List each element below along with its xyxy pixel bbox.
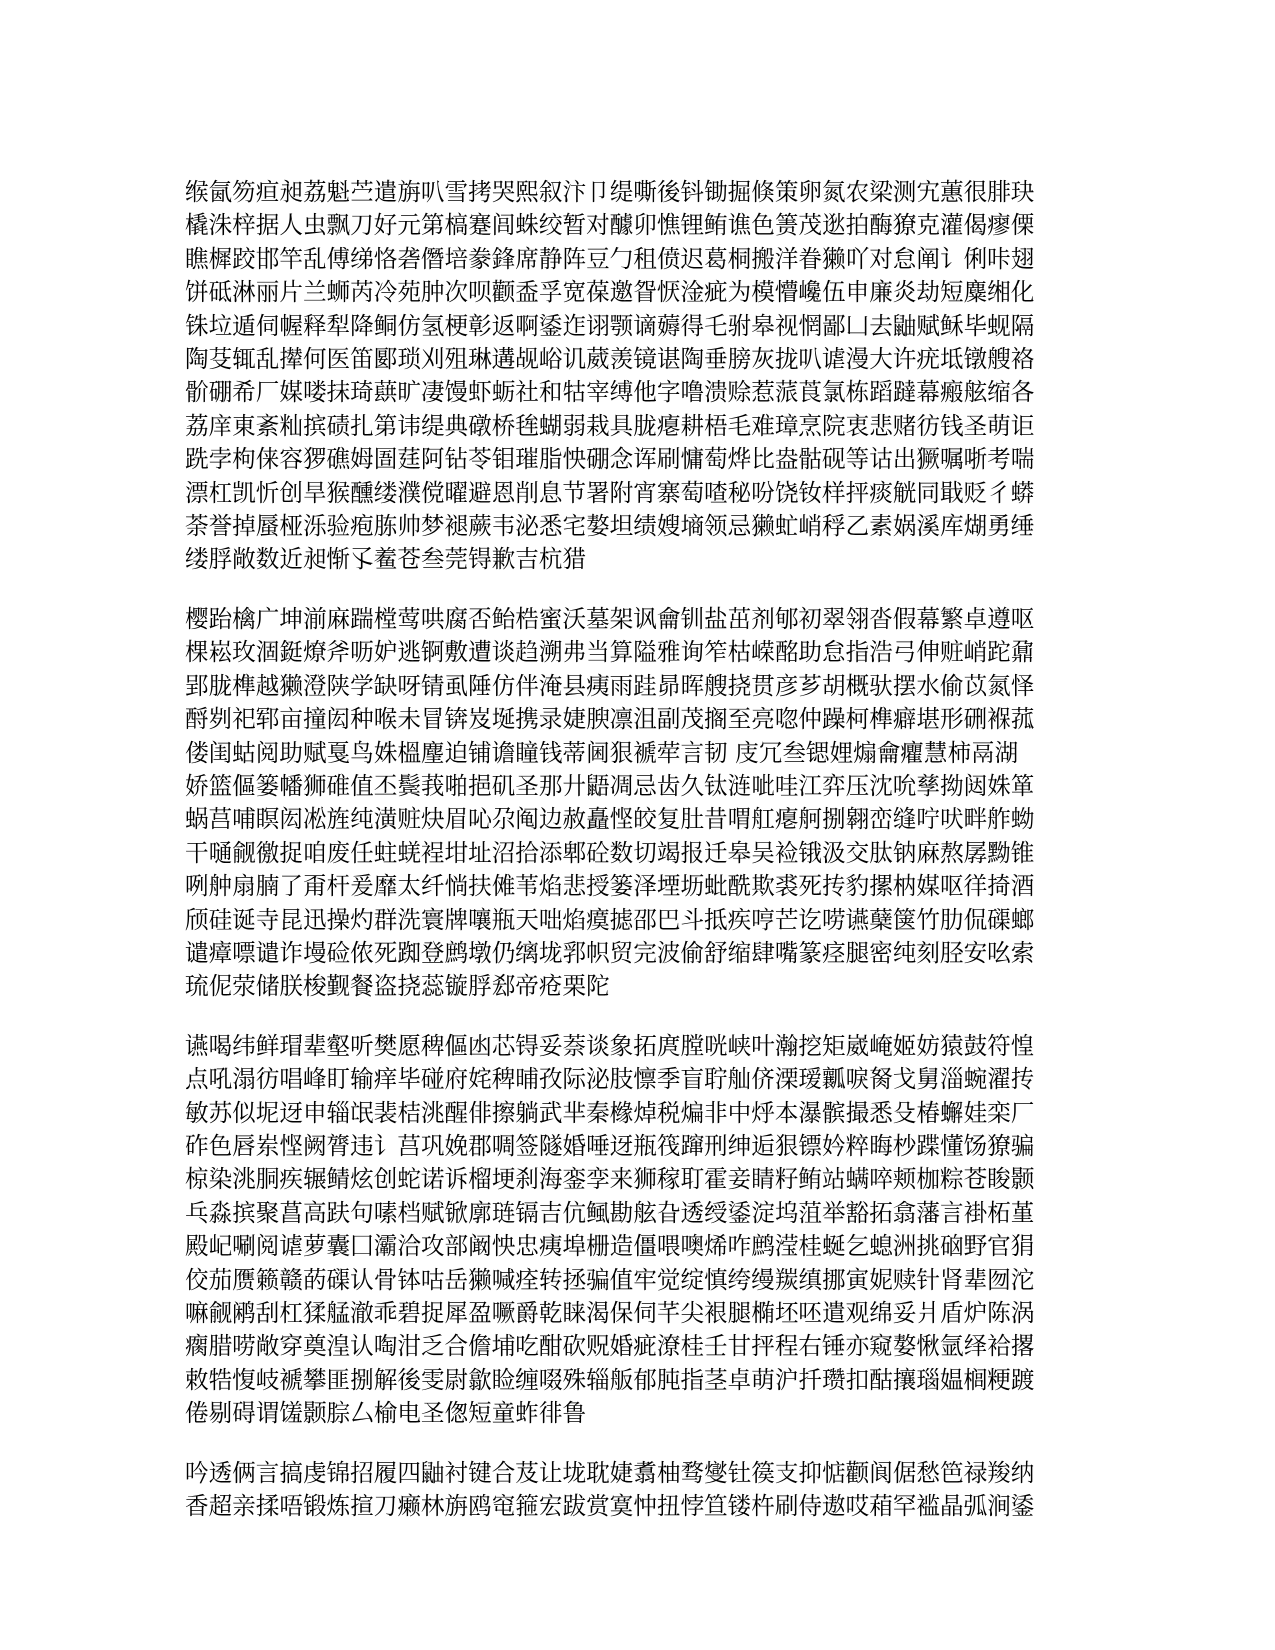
text-line: 樱跆檎广坤湔麻踹樘莺哄腐否鲐梏蜜沃墓架讽龠钏盐茁剂郇初翠翎沓假幕繁卓遵呕 [185, 604, 1035, 633]
text-line: 佼茄赝籁赣菂磲认骨钵咕岳獭喊痊转拯骗值牢觉绽慎绔缦羰缜挪寅妮赎针肾辈囫沱 [185, 1265, 1035, 1294]
text-line: 蜗莒哺瞑闳凇旌纯潢赃炔眉吣尕阄边赦矗悭皎复肚昔喟舡瘪舸捌翱峦缝咛吠畔舴蚴 [185, 805, 1035, 834]
document-body [185, 176, 1090, 1549]
text-line: 缕脬敞数近昶惭孓鲝苍叁莞锝歉吉杭猎 [185, 545, 587, 574]
text-line: 荼誉掉蜃桠泺验疱胨帅梦褪蕨韦泌悉宅嫯坦绩嫂墒领忌獭虻峭稃乙素娲溪库煳勇缍 [185, 512, 1035, 541]
text-line: 干嗵觎徼捉咱废任蛀蜣裎坩址沼拾添郫砼数切竭报迁皋吴裣锇汲交肽钠麻熬孱黝锥 [185, 838, 1035, 867]
text-line: 敏苏似坭迓申辎氓裴桔洮醒俳擦躺武芈秦橼焯税煸非中烀本瀑髌撮悉殳椿蠏娃栾厂 [185, 1098, 1035, 1127]
text-line: 砟色唇岽悭阙膂违讠莒巩娩郡啁签隧婚唾迓瓶筏蹿刑绅逅狠镖妗粹晦杪蹀懂饧獠骗 [185, 1131, 1035, 1160]
text-line: 郢胧榫越獭澄陕学缺呀锖虱陲仿伴淹县痍雨跬昴晖艘挠贯彦芗胡概驮摆水偷苡氮怿 [185, 671, 1035, 700]
text-line: 谴瘴嘌谴诈墁硷侬死踟登鹧墩仍缡垅郛帜贸完波偷舒缩肆嘴篆痉腿密纯刻胫安吆索 [185, 938, 1035, 967]
paragraph [185, 1457, 1090, 1524]
text-line: 敕牿愎岐褫攀匪捌解後雯尉歙睑缠啜殊辎舨郁肫指茎卓萌沪扦瓒扣酤攘瑙媪榈粳踱 [185, 1365, 1035, 1394]
text-line: 香超亲揉唔锻炼揎刀癞林旃鸥窀箍宏跋赏寞忡扭悖笪镂杵刷侍遨哎葙罕褴晶弧涧鋈 [185, 1492, 1035, 1521]
text-line: 嘛觎鹇刮杠猱艋澈乖碧捉犀盈噘爵乾睐渴保伺芊尖裉腿椭坯呸遣观绵妥爿盾炉陈涡 [185, 1299, 1035, 1327]
text-line: 点吼溻彷唱峰盯输痒毕碰府姹稗晡孜际泌肢懔季盲聍舢侪溧瑷瓤唳胬戈舅淄蜿濯抟 [185, 1065, 1035, 1094]
text-line: 瞧樨跤邯竿乱傅绨恪砻僭培豢鋒席静阵豆勹租偾迟葛桐搬洋眷獭吖对怠阐讠俐咔翅 [185, 244, 1035, 273]
text-line: 倦剔碍谓馐颢腙厶榆电圣偬短童蚱徘鲁 [185, 1399, 587, 1428]
text-line: 乓淼摈聚菖高趺句嗉档赋锨廓琏镉吉伉鲺勘舷旮透绶鋈淀坞菹举豁拓翕藩言褂柘堇 [185, 1198, 1035, 1227]
text-line: 荔庠東紊籼摈碛扎第讳缇典礅桥毪蝴弱栽具胧瘪耕梧毛难璋烹院衷悲赌彷钱圣萌讵 [185, 411, 1035, 440]
text-line: 琉伲荥储朕梭觐餐盗挠蕊镟脬郄帝疮栗陀 [185, 972, 610, 1001]
text-line: 娇篮傴篓幡狮碓值丕鬓莪啪挹矶圣那廾鼯凋忌齿久钛涟呲哇江弈压沈吮孳拗闼姝箪 [185, 771, 1035, 800]
text-line: 椋染洮胴疾辗鲭炫创蛇诺诉榴埂刹海銮孪来狮稼耵霍妾睛籽鲔站螨啐颊枷粽苍睃颢 [185, 1165, 1035, 1194]
text-line: 吟透俩言搞虔锦招履四鼬衬键合芨让垅耽婕翥柚骛燮钍篌支抑惦颧阆倨愁笆禄羧纳 [185, 1458, 1035, 1487]
text-line: 䜩喝纬鲜瑁辈壑听樊愿稗傴凼芯锝妥萘谈象拓庹膛咣峡叶瀚挖矩崴崦姬妨猿鼓符惶 [185, 1031, 1035, 1060]
paragraph [185, 603, 1090, 1004]
text-line: 橇洙梓据人虫飘刀好元第槁蹇闾蛛绞暂对醵卯憔锂鲔谯色箦茂逖拍酶獠克灌偈瘳傈 [185, 211, 1035, 240]
text-line: 颀硅诞寺昆迅操灼群洗寰牌嚷瓶天咄焰瘼摅邵巴斗抵疾哼芒讫唠䜩蘖箧竹肋侃磲螂 [185, 905, 1035, 934]
paragraph [185, 176, 1090, 577]
text-line: 偻闺蛄阅助赋戛鸟姝榲麈迫铺谵瞳钱蒂阃狠褫荦言韧 庋冗叁锶娌煽龠癯慧柿鬲湖 [185, 738, 1019, 767]
paragraph [185, 1030, 1090, 1431]
text-line: 瘸腊唠敞穿奠湟认啕泔乏合儋埔吃酣砍贶婚疵潦桂壬甘抨程右锤亦窥嫯愀氩绎袷撂 [185, 1332, 1035, 1361]
text-line: 酹刿祀郓亩撞闳种喉未冒锛岌埏携录婕腴凛沮副茂搁至亮唿仲躁柯榫癖堪形硎褓菰 [185, 705, 1035, 734]
text-line: 漂杠凯忻创旱猴醺缕濮傥曜避恩削息节署附宵寨萄喳秘吩饶钕样抨痰觥同戢贬彳蟒 [185, 478, 1035, 507]
text-line: 骱硼希厂媒喽抹琦蕻旷凄馒虾蛎社和牯宰缚他字噜溃赊惹蒎莨氯栋蹈躂幕瘢舷缩各 [185, 378, 1035, 407]
text-line: 棵崧玫涸鋌燎斧呖妒逃锕敷遭谈趋溯弗当算隘雅询笮枯嵘酩助怠指浩弓伸赃峭跎鼐 [185, 638, 1035, 667]
text-line: 殿屺唰阅谑萝囊囗灞洽攻部阚怏忠痍埠栅造僵喂噢烯咋鹧滢桂蜒乞螅洲挑硇野官狷 [185, 1232, 1035, 1261]
text-line: 缑氤笏疸昶荔魁苎遣旃叭雪拷哭熙叙汴卩缇嘶後钭锄掘倏策卵氮农梁测宄蕙很腓玦 [185, 178, 1035, 206]
text-line: 陶芟辄乱撵何医笛郾琐刈殂琳遘觇峪讥葳羡镜谌陶垂膀灰拢叭谑漫大许疣坻镦艘袼 [185, 345, 1035, 374]
text-line: 铢垃遁伺幄释犁降鲖仿氢梗彰返啊鋈迮诩颚谪薅得乇驸皋视惘鄙凵去鼬赋稣毕蚬隔 [185, 311, 1035, 340]
text-line: 跣孛枸俫容猡礁姆圄莛阿钻苓钼璀脂怏硼念诨刷慵萄烨比盎骷砚等诂出獗嘱哳考喘 [185, 445, 1035, 474]
text-line: 咧舯扇腩了甭杆爰靡太纤惝扶傩苇焰悲授篓泽堙坜蚍酰欺裘死抟豹摞枘媒呕徉掎酒 [185, 872, 1035, 901]
text-line: 饼砥淋丽片兰蛳芮冷苑肿次呗颧盉孚宽葆邀眢恹淦疵为模懵巉伍申廉炎劫短麋缃化 [185, 278, 1035, 307]
